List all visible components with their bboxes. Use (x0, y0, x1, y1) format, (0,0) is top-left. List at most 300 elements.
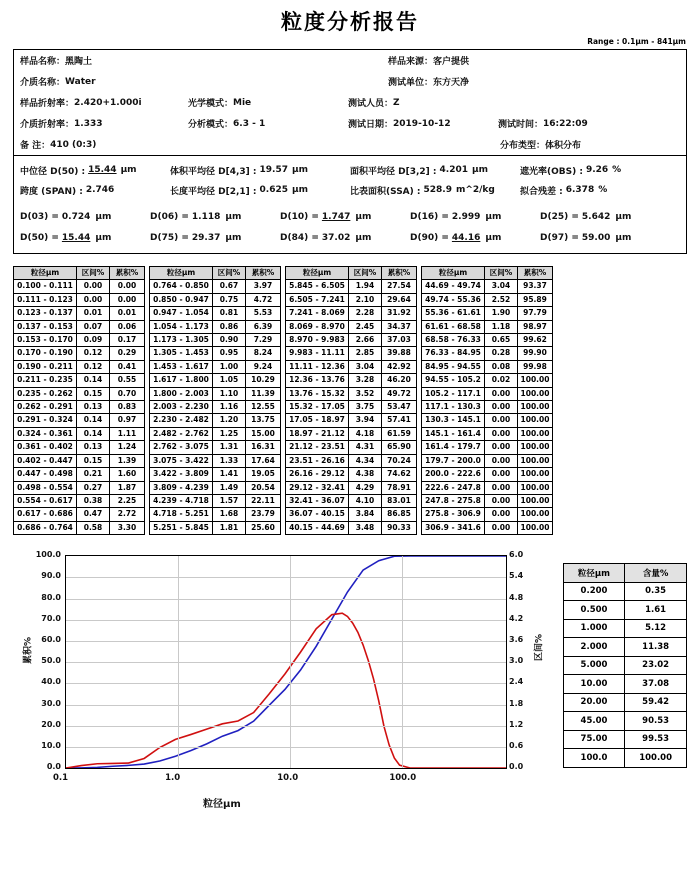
range-note: Range : 0.1μm - 841μm (587, 37, 686, 46)
info-row-4 (14, 113, 686, 134)
table-cell: 9.24 (246, 360, 281, 373)
stats-row-1 (20, 160, 680, 180)
table-row (14, 468, 145, 481)
table-cell: 0.67 (213, 280, 246, 293)
table-cell: 2.482 - 2.762 (150, 427, 213, 440)
table-cell: 42.92 (382, 360, 417, 373)
table-cell: 39.88 (382, 347, 417, 360)
table-row (150, 374, 281, 387)
table-row (14, 293, 145, 306)
d50b-label: D(50) = (20, 232, 59, 243)
table-cell: 1.453 - 1.617 (150, 360, 213, 373)
table-cell: 0.08 (485, 360, 518, 373)
table-cell: 0.07 (77, 320, 110, 333)
table-cell: 0.86 (213, 320, 246, 333)
table-row (14, 414, 145, 427)
table-cell: 29.12 - 32.41 (286, 481, 349, 494)
table-cell: 0.14 (77, 414, 110, 427)
info-row-5 (14, 134, 686, 156)
table-row (14, 454, 145, 467)
table-row (150, 387, 281, 400)
chart-ytick-right: 4.8 (509, 592, 524, 602)
table-cell: 0.29 (110, 347, 145, 360)
d16-unit: μm (485, 211, 502, 222)
table-cell: 179.7 - 200.0 (422, 454, 485, 467)
table-cell: 2.762 - 3.075 (150, 441, 213, 454)
table-cell: 0.81 (213, 307, 246, 320)
table-cell: 16.31 (246, 441, 281, 454)
table-cell: 1.00 (213, 360, 246, 373)
chart-ytick-left: 70.0 (41, 613, 61, 623)
table-cell: 12.55 (246, 401, 281, 414)
analysis-model-value: 6.3 - 1 (233, 118, 266, 129)
table-cell: 2.25 (110, 494, 145, 507)
table-row (563, 619, 686, 638)
table-cell: 2.10 (349, 293, 382, 306)
d25-unit: μm (615, 211, 632, 222)
table-cell: 1.94 (349, 280, 382, 293)
table-row (286, 320, 417, 333)
table-cell: 0.617 - 0.686 (14, 508, 77, 521)
table-row (150, 360, 281, 373)
table-cell: 1.41 (213, 468, 246, 481)
table-cell: 55.36 - 61.61 (422, 307, 485, 320)
table-cell: 83.01 (382, 494, 417, 507)
d84-value: 37.02 (321, 232, 351, 243)
table-cell: 100.0 (563, 749, 624, 768)
table-cell: 130.3 - 145.1 (422, 414, 485, 427)
table-cell: 17.64 (246, 454, 281, 467)
table-cell: 59.42 (625, 693, 687, 712)
sample-source-label: 样品来源： (388, 57, 434, 67)
table-cell: 100.00 (518, 441, 553, 454)
distribution-tables (13, 266, 687, 535)
table-row (286, 494, 417, 507)
table-row (286, 307, 417, 320)
table-cell: 117.1 - 130.3 (422, 401, 485, 414)
table-cell: 1.60 (110, 468, 145, 481)
table-cell: 0.00 (485, 414, 518, 427)
table-row (286, 454, 417, 467)
table-cell: 11.39 (246, 387, 281, 400)
d25-label: D(25) = (540, 211, 579, 222)
table-cell: 0.00 (77, 280, 110, 293)
table-cell: 1.24 (110, 441, 145, 454)
table-cell: 0.17 (110, 334, 145, 347)
table-cell: 0.123 - 0.137 (14, 307, 77, 320)
table-cell: 0.83 (110, 401, 145, 414)
table-cell: 0.00 (485, 427, 518, 440)
d03-label: D(03) = (20, 211, 59, 222)
column-header: 区间% (77, 267, 110, 280)
d10-value: 1.747 (321, 211, 351, 222)
ssa-value: 528.9 (423, 185, 452, 195)
table-cell: 36.07 - 40.15 (286, 508, 349, 521)
table-cell: 5.251 - 5.845 (150, 521, 213, 534)
d75-unit: μm (225, 232, 242, 243)
table-cell: 1.87 (110, 481, 145, 494)
d10-unit: μm (355, 211, 372, 222)
table-row (150, 494, 281, 507)
sample-source-value: 客户提供 (433, 57, 470, 67)
table-cell: 99.62 (518, 334, 553, 347)
percentile-row-2 (20, 227, 680, 248)
table-row (563, 693, 686, 712)
d32-label: 面积平均径 D[3,2] : (350, 166, 437, 177)
table-cell: 76.33 - 84.95 (422, 347, 485, 360)
table-cell: 3.04 (485, 280, 518, 293)
table-row (286, 293, 417, 306)
chart-ylabel-right: 区间% (534, 634, 545, 662)
chart-ytick-left: 40.0 (41, 677, 61, 687)
table-row (150, 347, 281, 360)
table-cell: 100.00 (625, 749, 687, 768)
table-cell: 6.505 - 7.241 (286, 293, 349, 306)
table-cell: 0.111 - 0.123 (14, 293, 77, 306)
table-row (150, 401, 281, 414)
table-cell: 5.845 - 6.505 (286, 280, 349, 293)
table-cell: 20.00 (563, 693, 624, 712)
d10-label: D(10) = (280, 211, 319, 222)
table-cell: 0.28 (485, 347, 518, 360)
d25-value: 5.642 (581, 211, 611, 222)
table-row (286, 508, 417, 521)
table-cell: 0.554 - 0.617 (14, 494, 77, 507)
table-row (286, 334, 417, 347)
table-cell: 34.37 (382, 320, 417, 333)
table-cell: 0.947 - 1.054 (150, 307, 213, 320)
table-cell: 0.402 - 0.447 (14, 454, 77, 467)
d75-value: 29.37 (191, 232, 221, 243)
table-cell: 78.91 (382, 481, 417, 494)
table-row (150, 508, 281, 521)
table-cell: 0.291 - 0.324 (14, 414, 77, 427)
distribution-table-4 (421, 266, 553, 535)
table-cell: 26.16 - 29.12 (286, 468, 349, 481)
d50-unit: μm (120, 165, 137, 175)
span-value: 2.746 (85, 185, 115, 195)
residual-value: 6.378 (565, 185, 595, 195)
table-cell: 49.72 (382, 387, 417, 400)
table-cell: 3.97 (246, 280, 281, 293)
chart-ytick-left: 50.0 (41, 656, 61, 666)
distribution-table-3 (285, 266, 417, 535)
table-cell: 45.00 (563, 712, 624, 731)
table-cell: 18.97 - 21.12 (286, 427, 349, 440)
table-row (14, 401, 145, 414)
table-row (422, 521, 553, 534)
table-cell: 0.12 (77, 347, 110, 360)
d97-value: 59.00 (581, 232, 611, 243)
table-row (286, 468, 417, 481)
chart-gridline-h (66, 705, 506, 706)
d03-value: 0.724 (61, 211, 91, 222)
table-cell: 100.00 (518, 508, 553, 521)
table-cell: 13.75 (246, 414, 281, 427)
table-cell: 0.35 (625, 582, 687, 601)
d16-label: D(16) = (410, 211, 449, 222)
sample-info-box (13, 49, 687, 254)
table-cell: 0.100 - 0.111 (14, 280, 77, 293)
table-cell: 1.81 (213, 521, 246, 534)
table-row (563, 601, 686, 620)
table-row (286, 387, 417, 400)
chart-ylabel-left: 累积% (23, 637, 34, 665)
table-cell: 0.500 (563, 601, 624, 620)
d16-value: 2.999 (451, 211, 481, 222)
d06-value: 1.118 (191, 211, 221, 222)
table-cell: 29.64 (382, 293, 417, 306)
info-row-2 (14, 71, 686, 92)
table-row (14, 441, 145, 454)
medium-name-label: 介质名称： (20, 78, 66, 88)
table-cell: 100.00 (518, 468, 553, 481)
optical-model-label: 光学模式： (188, 99, 234, 109)
table-cell: 0.97 (110, 414, 145, 427)
table-cell: 2.003 - 2.230 (150, 401, 213, 414)
d84-label: D(84) = (280, 232, 319, 243)
table-cell: 2.000 (563, 638, 624, 657)
table-cell: 0.00 (485, 521, 518, 534)
table-row (422, 508, 553, 521)
remark-value: 410 (0:3) (50, 139, 97, 150)
table-cell: 1.49 (213, 481, 246, 494)
table-cell: 99.53 (625, 730, 687, 749)
column-header: 粒径μm (150, 267, 213, 280)
table-cell: 306.9 - 341.6 (422, 521, 485, 534)
table-cell: 0.00 (485, 508, 518, 521)
table-cell: 23.02 (625, 656, 687, 675)
table-cell: 0.00 (485, 468, 518, 481)
table-cell: 68.58 - 76.33 (422, 334, 485, 347)
table-row (150, 481, 281, 494)
table-row (422, 293, 553, 306)
table-cell: 9.983 - 11.11 (286, 347, 349, 360)
table-cell: 4.18 (349, 427, 382, 440)
info-row-3 (14, 92, 686, 113)
table-cell: 3.75 (349, 401, 382, 414)
chart-xtick: 10.0 (277, 773, 299, 784)
table-cell: 0.00 (485, 454, 518, 467)
table-row (422, 481, 553, 494)
table-row (14, 320, 145, 333)
table-cell: 3.422 - 3.809 (150, 468, 213, 481)
table-cell: 95.89 (518, 293, 553, 306)
table-cell: 0.00 (485, 494, 518, 507)
d75-label: D(75) = (150, 232, 189, 243)
table-cell: 4.239 - 4.718 (150, 494, 213, 507)
column-header: 粒径μm (286, 267, 349, 280)
table-row (14, 374, 145, 387)
table-cell: 53.47 (382, 401, 417, 414)
table-row (563, 749, 686, 768)
medium-name-value: Water (65, 76, 96, 87)
table-row (150, 320, 281, 333)
column-header: 累积% (382, 267, 417, 280)
table-cell: 74.62 (382, 468, 417, 481)
chart-series-2 (66, 613, 506, 768)
table-cell: 8.24 (246, 347, 281, 360)
chart-gridline-h (66, 599, 506, 600)
table-row (286, 347, 417, 360)
chart-ytick-left: 90.0 (41, 571, 61, 581)
d50b-unit: μm (95, 232, 112, 243)
table-row (286, 481, 417, 494)
table-row (422, 320, 553, 333)
table-cell: 2.28 (349, 307, 382, 320)
column-header: 粒径μm (14, 267, 77, 280)
table-cell: 0.02 (485, 374, 518, 387)
table-cell: 0.14 (77, 374, 110, 387)
table-cell: 98.97 (518, 320, 553, 333)
table-row (286, 521, 417, 534)
table-cell: 1.173 - 1.305 (150, 334, 213, 347)
chart-plot-area (65, 555, 507, 769)
table-row (422, 494, 553, 507)
table-cell: 0.15 (77, 387, 110, 400)
table-cell: 0.498 - 0.554 (14, 481, 77, 494)
table-row (286, 360, 417, 373)
table-cell: 0.00 (110, 293, 145, 306)
column-header: 粒径μm (422, 267, 485, 280)
chart-ytick-left: 30.0 (41, 698, 61, 708)
analysis-model-label: 分析模式： (188, 120, 234, 130)
table-cell: 1.90 (485, 307, 518, 320)
page-title: 粒度分析报告 (281, 10, 419, 34)
table-cell: 31.92 (382, 307, 417, 320)
table-cell: 161.4 - 179.7 (422, 441, 485, 454)
table-cell: 7.241 - 8.069 (286, 307, 349, 320)
d21-value: 0.625 (259, 185, 288, 195)
table-cell: 0.47 (77, 508, 110, 521)
d50b-value: 15.44 (61, 232, 91, 243)
table-cell: 100.00 (518, 374, 553, 387)
table-cell: 27.54 (382, 280, 417, 293)
chart-ytick-right: 2.4 (509, 677, 524, 687)
table-cell: 37.03 (382, 334, 417, 347)
residual-label: 拟合残差 : (520, 186, 563, 197)
content-summary-table (563, 563, 687, 768)
table-cell: 3.52 (349, 387, 382, 400)
table-cell: 3.30 (110, 521, 145, 534)
table-cell: 0.447 - 0.498 (14, 468, 77, 481)
d32-unit: μm (471, 165, 488, 175)
table-cell: 61.61 - 68.58 (422, 320, 485, 333)
table-cell: 5.53 (246, 307, 281, 320)
table-row (422, 387, 553, 400)
table-row (286, 280, 417, 293)
d21-unit: μm (291, 185, 308, 195)
table-cell: 100.00 (518, 494, 553, 507)
table-cell: 100.00 (518, 414, 553, 427)
test-date-label: 测试日期： (348, 120, 394, 130)
table-cell: 11.38 (625, 638, 687, 657)
table-row (422, 334, 553, 347)
table-cell: 49.74 - 55.36 (422, 293, 485, 306)
table-cell: 1.33 (213, 454, 246, 467)
table-cell: 22.11 (246, 494, 281, 507)
table-cell: 1.305 - 1.453 (150, 347, 213, 360)
table-cell: 75.00 (563, 730, 624, 749)
table-cell: 0.00 (485, 401, 518, 414)
table-cell: 0.38 (77, 494, 110, 507)
table-row (150, 468, 281, 481)
chart-gridline-h (66, 577, 506, 578)
d06-unit: μm (225, 211, 242, 222)
table-cell: 61.59 (382, 427, 417, 440)
d97-unit: μm (615, 232, 632, 243)
table-cell: 3.94 (349, 414, 382, 427)
table-cell: 0.14 (77, 427, 110, 440)
table-cell: 1.39 (110, 454, 145, 467)
table-cell: 84.95 - 94.55 (422, 360, 485, 373)
d50-label: 中位径 D(50) : (20, 166, 86, 177)
obscuration-unit: % (612, 165, 622, 175)
table-row (422, 347, 553, 360)
table-row (563, 582, 686, 601)
table-row (150, 334, 281, 347)
chart-ytick-right: 1.8 (509, 698, 524, 708)
table-cell: 46.20 (382, 374, 417, 387)
d43-label: 体积平均径 D[4,3] : (170, 166, 257, 177)
ssa-unit: m^2/kg (455, 185, 495, 195)
chart-ytick-right: 3.0 (509, 656, 524, 666)
table-cell: 100.00 (518, 454, 553, 467)
column-header: 粒径μm (563, 564, 624, 583)
chart-ytick-right: 0.6 (509, 740, 524, 750)
chart-gridline-h (66, 683, 506, 684)
distribution-table-1 (13, 266, 145, 535)
chart-gridline-h (66, 620, 506, 621)
table-cell: 1.57 (213, 494, 246, 507)
table-row (14, 307, 145, 320)
table-cell: 11.11 - 12.36 (286, 360, 349, 373)
sample-name-value: 黑陶土 (65, 57, 93, 67)
table-cell: 90.33 (382, 521, 417, 534)
table-cell: 0.01 (77, 307, 110, 320)
sample-ri-label: 样品折射率： (20, 99, 75, 109)
table-cell: 6.39 (246, 320, 281, 333)
d32-value: 4.201 (439, 165, 468, 175)
table-cell: 99.90 (518, 347, 553, 360)
table-cell: 1.31 (213, 441, 246, 454)
table-cell: 12.36 - 13.76 (286, 374, 349, 387)
table-cell: 1.11 (110, 427, 145, 440)
chart-ytick-left: 20.0 (41, 719, 61, 729)
sample-name-label: 样品名称： (20, 57, 66, 67)
table-row (286, 427, 417, 440)
table-cell: 0.235 - 0.262 (14, 387, 77, 400)
d90-value: 44.16 (451, 232, 481, 243)
table-cell: 15.32 - 17.05 (286, 401, 349, 414)
table-cell: 2.66 (349, 334, 382, 347)
d84-unit: μm (355, 232, 372, 243)
test-time-label: 测试时间： (498, 120, 544, 130)
table-cell: 4.29 (349, 481, 382, 494)
stats-row-2 (20, 180, 680, 200)
table-cell: 4.31 (349, 441, 382, 454)
table-cell: 57.41 (382, 414, 417, 427)
table-row (14, 280, 145, 293)
table-cell: 2.230 - 2.482 (150, 414, 213, 427)
table-cell: 44.69 - 49.74 (422, 280, 485, 293)
table-cell: 99.98 (518, 360, 553, 373)
column-header: 含量% (625, 564, 687, 583)
chart-ytick-left: 10.0 (41, 740, 61, 750)
table-cell: 90.53 (625, 712, 687, 731)
table-cell: 1.800 - 2.003 (150, 387, 213, 400)
distribution-table-2 (149, 266, 281, 535)
